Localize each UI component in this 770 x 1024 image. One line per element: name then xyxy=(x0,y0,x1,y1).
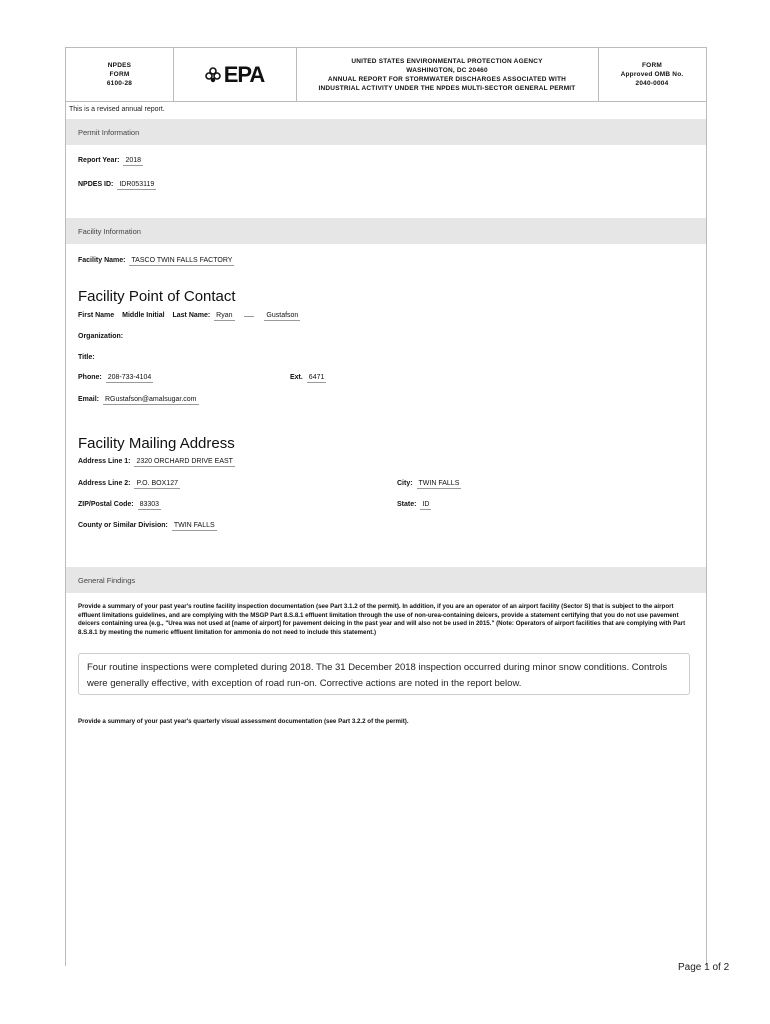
form-header xyxy=(66,48,706,102)
middle-initial-value xyxy=(244,315,254,317)
form-info-line: FORM xyxy=(642,62,662,69)
agency-title-cell xyxy=(296,48,599,101)
last-name-label: Last Name: xyxy=(172,312,211,319)
email-value: RGustafson@amalsugar.com xyxy=(104,396,197,403)
ext-field xyxy=(290,374,326,381)
address-line2-field xyxy=(78,480,180,487)
facility-name-field xyxy=(78,257,234,264)
epa-logo-cell xyxy=(173,48,297,101)
findings-section-header: General Findings xyxy=(66,567,706,593)
facility-name-label: Facility Name: xyxy=(78,257,126,264)
findings-answer-textarea[interactable]: Four routine inspections were completed during 2018. The 31 December 2018 inspection occurred during minor snow conditions. Controls were generally effective, with exception of road run-on. Corrective actions are noted in the report below. xyxy=(78,653,690,695)
ext-label: Ext. xyxy=(290,374,303,381)
address-line2-label: Address Line 2: xyxy=(78,480,131,487)
email-field xyxy=(78,396,199,403)
middle-initial-label: Middle Initial xyxy=(122,312,165,319)
organization-label: Organization: xyxy=(78,333,124,340)
last-name-value: Gustafson xyxy=(266,312,299,319)
form-approval-cell xyxy=(598,48,706,101)
revised-note: This is a revised annual report. xyxy=(69,106,165,113)
report-year-label: Report Year: xyxy=(78,157,120,164)
npdes-id-field xyxy=(78,181,156,188)
county-label: County or Similar Division: xyxy=(78,522,168,529)
page-number: Page 1 of 2 xyxy=(678,962,730,973)
county-field xyxy=(78,522,217,529)
npdes-id-value: IDR053119 xyxy=(119,181,155,188)
state-field xyxy=(397,501,431,508)
epa-flower-icon xyxy=(205,67,221,83)
findings-instructions: Provide a summary of your past year's routine facility inspection documentation (see Part 3.1.2 of the permit). In addition, if you are an operator of an airport facility (Sector S) that is subject to the airport effluent limitations guidelines, and are complying with the MSGP Part 8.S.8.1 effluent limitation through the use of non-urea-containing deicers, provide a statement certifying that you do not use pavement deicers containing urea (e.g., "Urea was not used at [name of airport] for pavement deicing in the past year and will also not be used in 2015." (Note: Operators of airport facilities that are complying with Part 8.S.8.1 by meeting the numeric effluent limitation for ammonia do not need to include this statement.) xyxy=(78,603,686,636)
mailing-heading: Facility Mailing Address xyxy=(78,435,235,452)
agency-line: INDUSTRIAL ACTIVITY UNDER THE NPDES MULTI-SECTOR GENERAL PERMIT xyxy=(318,84,576,92)
form-info-line: 2040-0004 xyxy=(635,80,669,87)
contact-name-field xyxy=(78,312,300,319)
city-label: City: xyxy=(397,480,413,487)
agency-line: ANNUAL REPORT FOR STORMWATER DISCHARGES ASSOCIATED WITH xyxy=(327,75,567,83)
address-line1-label: Address Line 1: xyxy=(78,458,131,465)
phone-value: 208-733-4104 xyxy=(107,374,152,381)
county-value: TWIN FALLS xyxy=(173,522,215,529)
agency-line: WASHINGTON, DC 20460 xyxy=(406,66,488,74)
ext-value: 6471 xyxy=(308,374,325,381)
zip-field xyxy=(78,501,161,508)
form-code-cell xyxy=(66,48,174,101)
form-info-line: Approved OMB No. xyxy=(620,71,684,78)
email-label: Email: xyxy=(78,396,100,403)
phone-field xyxy=(78,374,153,381)
phone-label: Phone: xyxy=(78,374,102,381)
form-page xyxy=(65,47,707,966)
quarterly-prompt: Provide a summary of your past year's quarterly visual assessment documentation (see Part 3.2.2 of the permit). xyxy=(78,718,409,725)
epa-logo-text: EPA xyxy=(223,62,265,87)
first-name-label: First Name xyxy=(78,312,115,319)
npdes-id-label: NPDES ID: xyxy=(78,181,114,188)
title-label: Title: xyxy=(78,354,95,361)
state-value: ID xyxy=(422,501,430,508)
epa-logo xyxy=(205,62,265,87)
facility-name-value: TASCO TWIN FALLS FACTORY xyxy=(131,257,233,264)
first-name-value: Ryan xyxy=(216,312,233,319)
address-line2-value: P.O. BOX127 xyxy=(136,480,178,487)
permit-section-header: Permit Information xyxy=(66,119,706,145)
zip-value: 83303 xyxy=(139,501,160,508)
state-label: State: xyxy=(397,501,417,508)
contact-heading: Facility Point of Contact xyxy=(78,288,236,305)
city-field xyxy=(397,480,461,487)
form-code-line: NPDES xyxy=(107,62,132,69)
report-year-value: 2018 xyxy=(125,157,142,164)
zip-label: ZIP/Postal Code: xyxy=(78,501,134,508)
address-line1-value: 2320 ORCHARD DRIVE EAST xyxy=(136,458,233,465)
form-code-line: 6100-28 xyxy=(106,80,133,87)
form-code-line: FORM xyxy=(109,71,130,78)
agency-line: UNITED STATES ENVIRONMENTAL PROTECTION AGENCY xyxy=(351,57,543,65)
address-line1-field xyxy=(78,458,235,465)
report-year-field xyxy=(78,157,143,164)
city-value: TWIN FALLS xyxy=(418,480,460,487)
facility-section-header: Facility Information xyxy=(66,218,706,244)
